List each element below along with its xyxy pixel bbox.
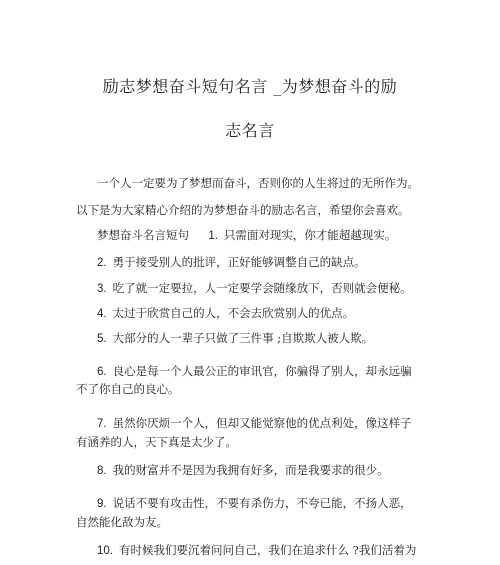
list-item-1 xyxy=(97,228,396,243)
item-number: 1. xyxy=(208,230,218,242)
intro-line-1: 一个人一定要为了梦想而奋斗，否则你的人生将过的无所作为。 xyxy=(97,176,419,190)
list-item-5 xyxy=(97,331,373,346)
item-number: 8. xyxy=(97,465,107,477)
list-item-7-continuation: 有涵养的人，天下真是太少了。 xyxy=(76,435,237,449)
item-number: 7. xyxy=(97,418,107,430)
item-number: 3. xyxy=(97,283,107,295)
document-title-line-2: 志名言 xyxy=(225,121,275,140)
list-item-3 xyxy=(97,281,412,296)
item-number: 4. xyxy=(97,308,107,320)
item-text: 大部分的人一辈子只做了三件事 ;自欺欺人被人欺。 xyxy=(112,331,374,345)
document-title-line-1: 励志梦想奋斗短句名言 _为梦想奋斗的励 xyxy=(102,77,398,96)
item-text: 吃了就一定要拉，人一定要学会随缘放下，否则就会便秘。 xyxy=(112,281,412,295)
list-item-6 xyxy=(97,364,412,379)
item-number: 6. xyxy=(97,366,107,378)
item-number: 5. xyxy=(97,333,107,345)
list-item-7 xyxy=(97,416,412,431)
item-text: 只需面对现实，你才能超越现实。 xyxy=(223,228,397,242)
list-item-8 xyxy=(97,463,389,478)
item-text: 我的财富并不是因为我拥有好多，而是我要求的很少。 xyxy=(112,463,389,477)
list-item-4 xyxy=(97,306,354,321)
list-item-6-continuation: 不了你自己的良心。 xyxy=(76,382,180,396)
item-number: 10. xyxy=(97,545,113,557)
list-item-9 xyxy=(97,496,412,511)
item-number: 9. xyxy=(97,498,107,510)
list-item-9-continuation: 自然能化敌为友。 xyxy=(76,515,168,529)
item-text: 勇于接受别人的批评，正好能够调整自己的缺点。 xyxy=(112,255,366,269)
item-text: 良心是每一个人最公正的审讯官，你骗得了别人，却永远骗 xyxy=(112,364,412,378)
section-heading: 梦想奋斗名言短句 xyxy=(97,228,189,242)
item-text: 说话不要有攻击性，不要有杀伤力，不夸已能，不扬人恶， xyxy=(112,496,412,510)
item-text: 太过于欣赏自己的人，不会去欣赏别人的优点。 xyxy=(112,306,355,320)
item-text: 虽然你厌烦一个人，但却又能觉察他的优点利处，像这样子 xyxy=(112,416,412,430)
item-text: 有时候我们要沉着问问自己，我们在追求什么 ?我们活着为 xyxy=(119,543,417,557)
item-number: 2. xyxy=(97,257,107,269)
list-item-10 xyxy=(97,543,416,558)
intro-line-2: 以下是为大家精心介绍的为梦想奋斗的励志名言，希望你会喜欢。 xyxy=(76,203,410,217)
list-item-2 xyxy=(97,255,366,270)
